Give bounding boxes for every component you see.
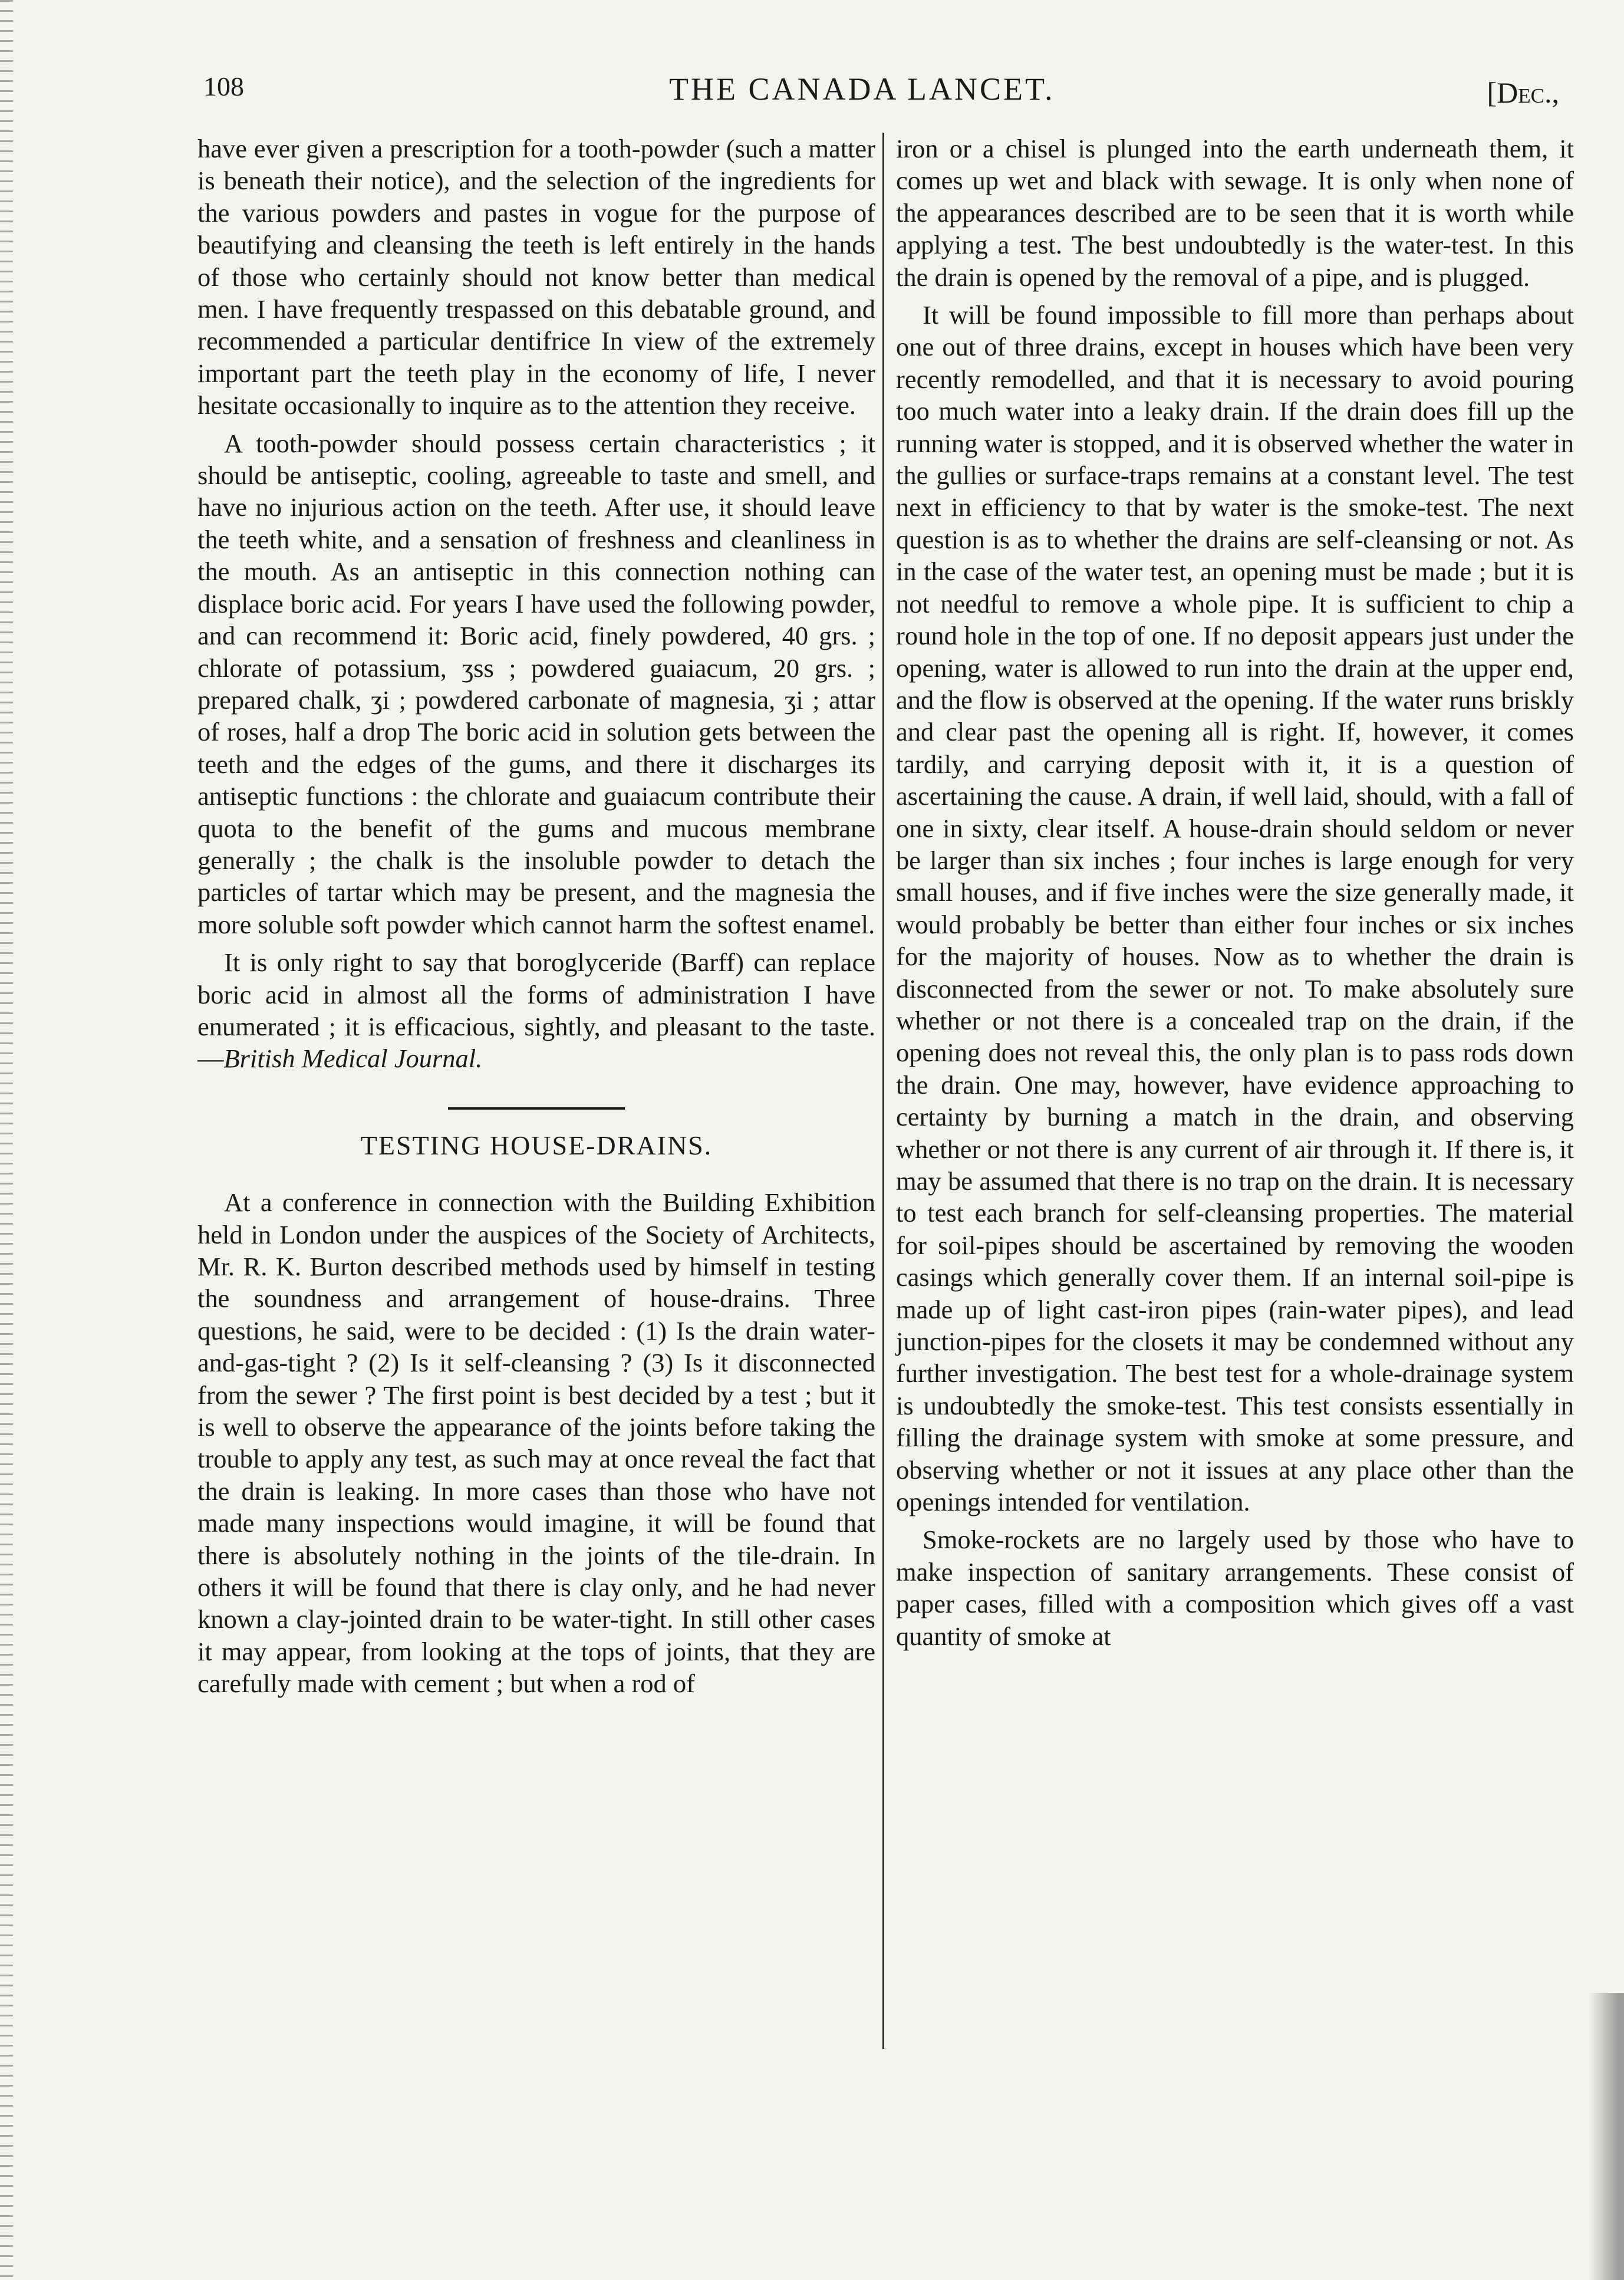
column-rule [882, 133, 884, 2049]
issue-month: [Dec., [1487, 76, 1559, 109]
paragraph: A tooth-powder should possess certain characteristics ; it should be antiseptic, cooling, agreeable to taste and smell, and have no injurious action on the teeth. After use, it should leave the teeth white, and a sensation of freshness and cleanliness in the mouth. As an antiseptic in this connection nothing can displace boric acid. For years I have used the following powder, and can recommend it: Boric acid, finely powdered, 40 grs. ; chlorate of potassium, ʒss ; powdered guaiacum, 20 grs. ; prepared chalk, ʒi ; powdered carbonate of magnesia, ʒi ; attar of roses, half a drop The boric acid in solution gets between the teeth and the edges of the gums, and there it discharges its antiseptic functions : the chlorate and guaiacum contribute their quota to the benefit of the gums and mucous membrane generally ; the chalk is the insoluble powder to detach the particles of tartar which may be present, and the magnesia the more soluble soft powder which cannot harm the softest enamel. [197, 428, 875, 939]
paragraph: It will be found impossible to fill more than perhaps about one out of three drains, except in houses which have been very recently remodelled, and that it is necessary to avoid pouring too much water into a leaky drain. If the drain does fill up the running water is stopped, and it is observed whether the water in the gullies or surface-traps remains at a constant level. The test next in efficiency to that by water is the smoke-test. The next question is as to whether the drains are self-cleansing or not. As in the case of the water test, an opening must be made ; but it is not needful to remove a whole pipe. It is sufficient to chip a round hole in the top of one. If no deposit appears just under the opening, water is allowed to run into the drain at the upper end, and the flow is observed at the opening. If the water runs briskly and clear past the opening all is right. If, however, it comes tardily, and carrying deposit with it, it is a question of ascertaining the cause. A drain, if well laid, should, with a fall of one in sixty, clear itself. A house-drain should seldom or never be larger than six inches ; four inches is large enough for very small houses, and if five inches were the size generally made, it would probably be better than either four inches or six inches for the majority of houses. Now as to whether the drain is disconnected from the sewer or not. To make absolutely sure whether or not there is a concealed trap on the drain, if the opening does not reveal this, the only plan is to pass rods down the drain. One may, however, have evidence approaching to certainty by burning a match in the drain, and observing whether or not there is any current of air through it. If there is, it may be assumed that there is no trap on the drain. It is necessary to test each branch for self-cleansing properties. The material for soil-pipes should be ascertained by removing the wooden casings which generally cover them. If an internal soil-pipe is made up of light cast-iron pipes (rain-water pipes), and lead junction-pipes for the closets it may be condemned without any further investigation. The best test for a whole-drainage system is undoubtedly the smoke-test. This test consists essentially in filling the drainage system with smoke at some pressure, and observing whether or not it issues at any place other than the openings intended for ventilation. [896, 300, 1574, 1517]
source-citation: British Medical Journal. [223, 1044, 483, 1074]
right-column [896, 133, 1574, 1652]
running-header [203, 71, 1559, 130]
journal-title: THE CANADA LANCET. [669, 71, 1055, 107]
scan-edge-right [1589, 1993, 1624, 2280]
section-divider-ornament [197, 1090, 875, 1101]
paragraph: At a conference in connection with the Building Exhibition held in London under the auspices of the Society of Architects, Mr. R. K. Burton described methods used by himself in testing the soundness and arrangement of house-drains. Three questions, he said, were to be decided : (1) Is the drain water-and-gas-tight ? (2) Is it self-cleansing ? (3) Is it disconnected from the sewer ? The first point is best decided by a test ; but it is well to observe the appearance of the joints before taking the trouble to apply any test, as such may at once reveal the fact that the drain is leaking. In more cases than those who have not made many inspections would imagine, it will be found that there is absolutely nothing in the joints of the tile-drain. In others it will be found that there is clay only, and he had never known a clay-jointed drain to be water-tight. In still other cases it may appear, from looking at the tops of joints, that they are carefully made with cement ; but when a rod of [197, 1187, 875, 1699]
paragraph-text: It is only right to say that boroglyceride (Barff) can replace boric acid in almost all the forms of administration I have enumerated ; it is efficacious, sightly, and pleasant to the taste.— [197, 947, 875, 1074]
page-number: 108 [203, 71, 244, 101]
left-column [197, 133, 875, 1700]
paragraph: have ever given a prescription for a tooth-powder (such a matter is beneath their notice), and the selection of the ingredients for the various powders and pastes in vogue for the purpose of beautifying and cleansing the teeth is left entirely in the hands of those who certainly should not know better than medical men. I have frequently trespassed on this debatable ground, and recommended a particular dentifrice In view of the extremely important part the teeth play in the economy of life, I never hesitate occasionally to inquire as to the attention they receive. [197, 134, 875, 420]
paragraph: Smoke-rockets are no largely used by those who have to make inspection of sanitary arrangements. These consist of paper cases, filled with a composition which gives off a vast quantity of smoke at [896, 1525, 1574, 1651]
paragraph: iron or a chisel is plunged into the earth underneath them, it comes up wet and black with sewage. It is only when none of the appearances described are to be seen that it is worth while applying a test. The best undoubtedly is the water-test. In this the drain is opened by the removal of a pipe, and is plugged. [896, 134, 1574, 292]
paragraph [197, 946, 875, 1075]
scan-edge-left [0, 0, 13, 2280]
section-title: TESTING HOUSE-DRAINS. [360, 1130, 713, 1160]
